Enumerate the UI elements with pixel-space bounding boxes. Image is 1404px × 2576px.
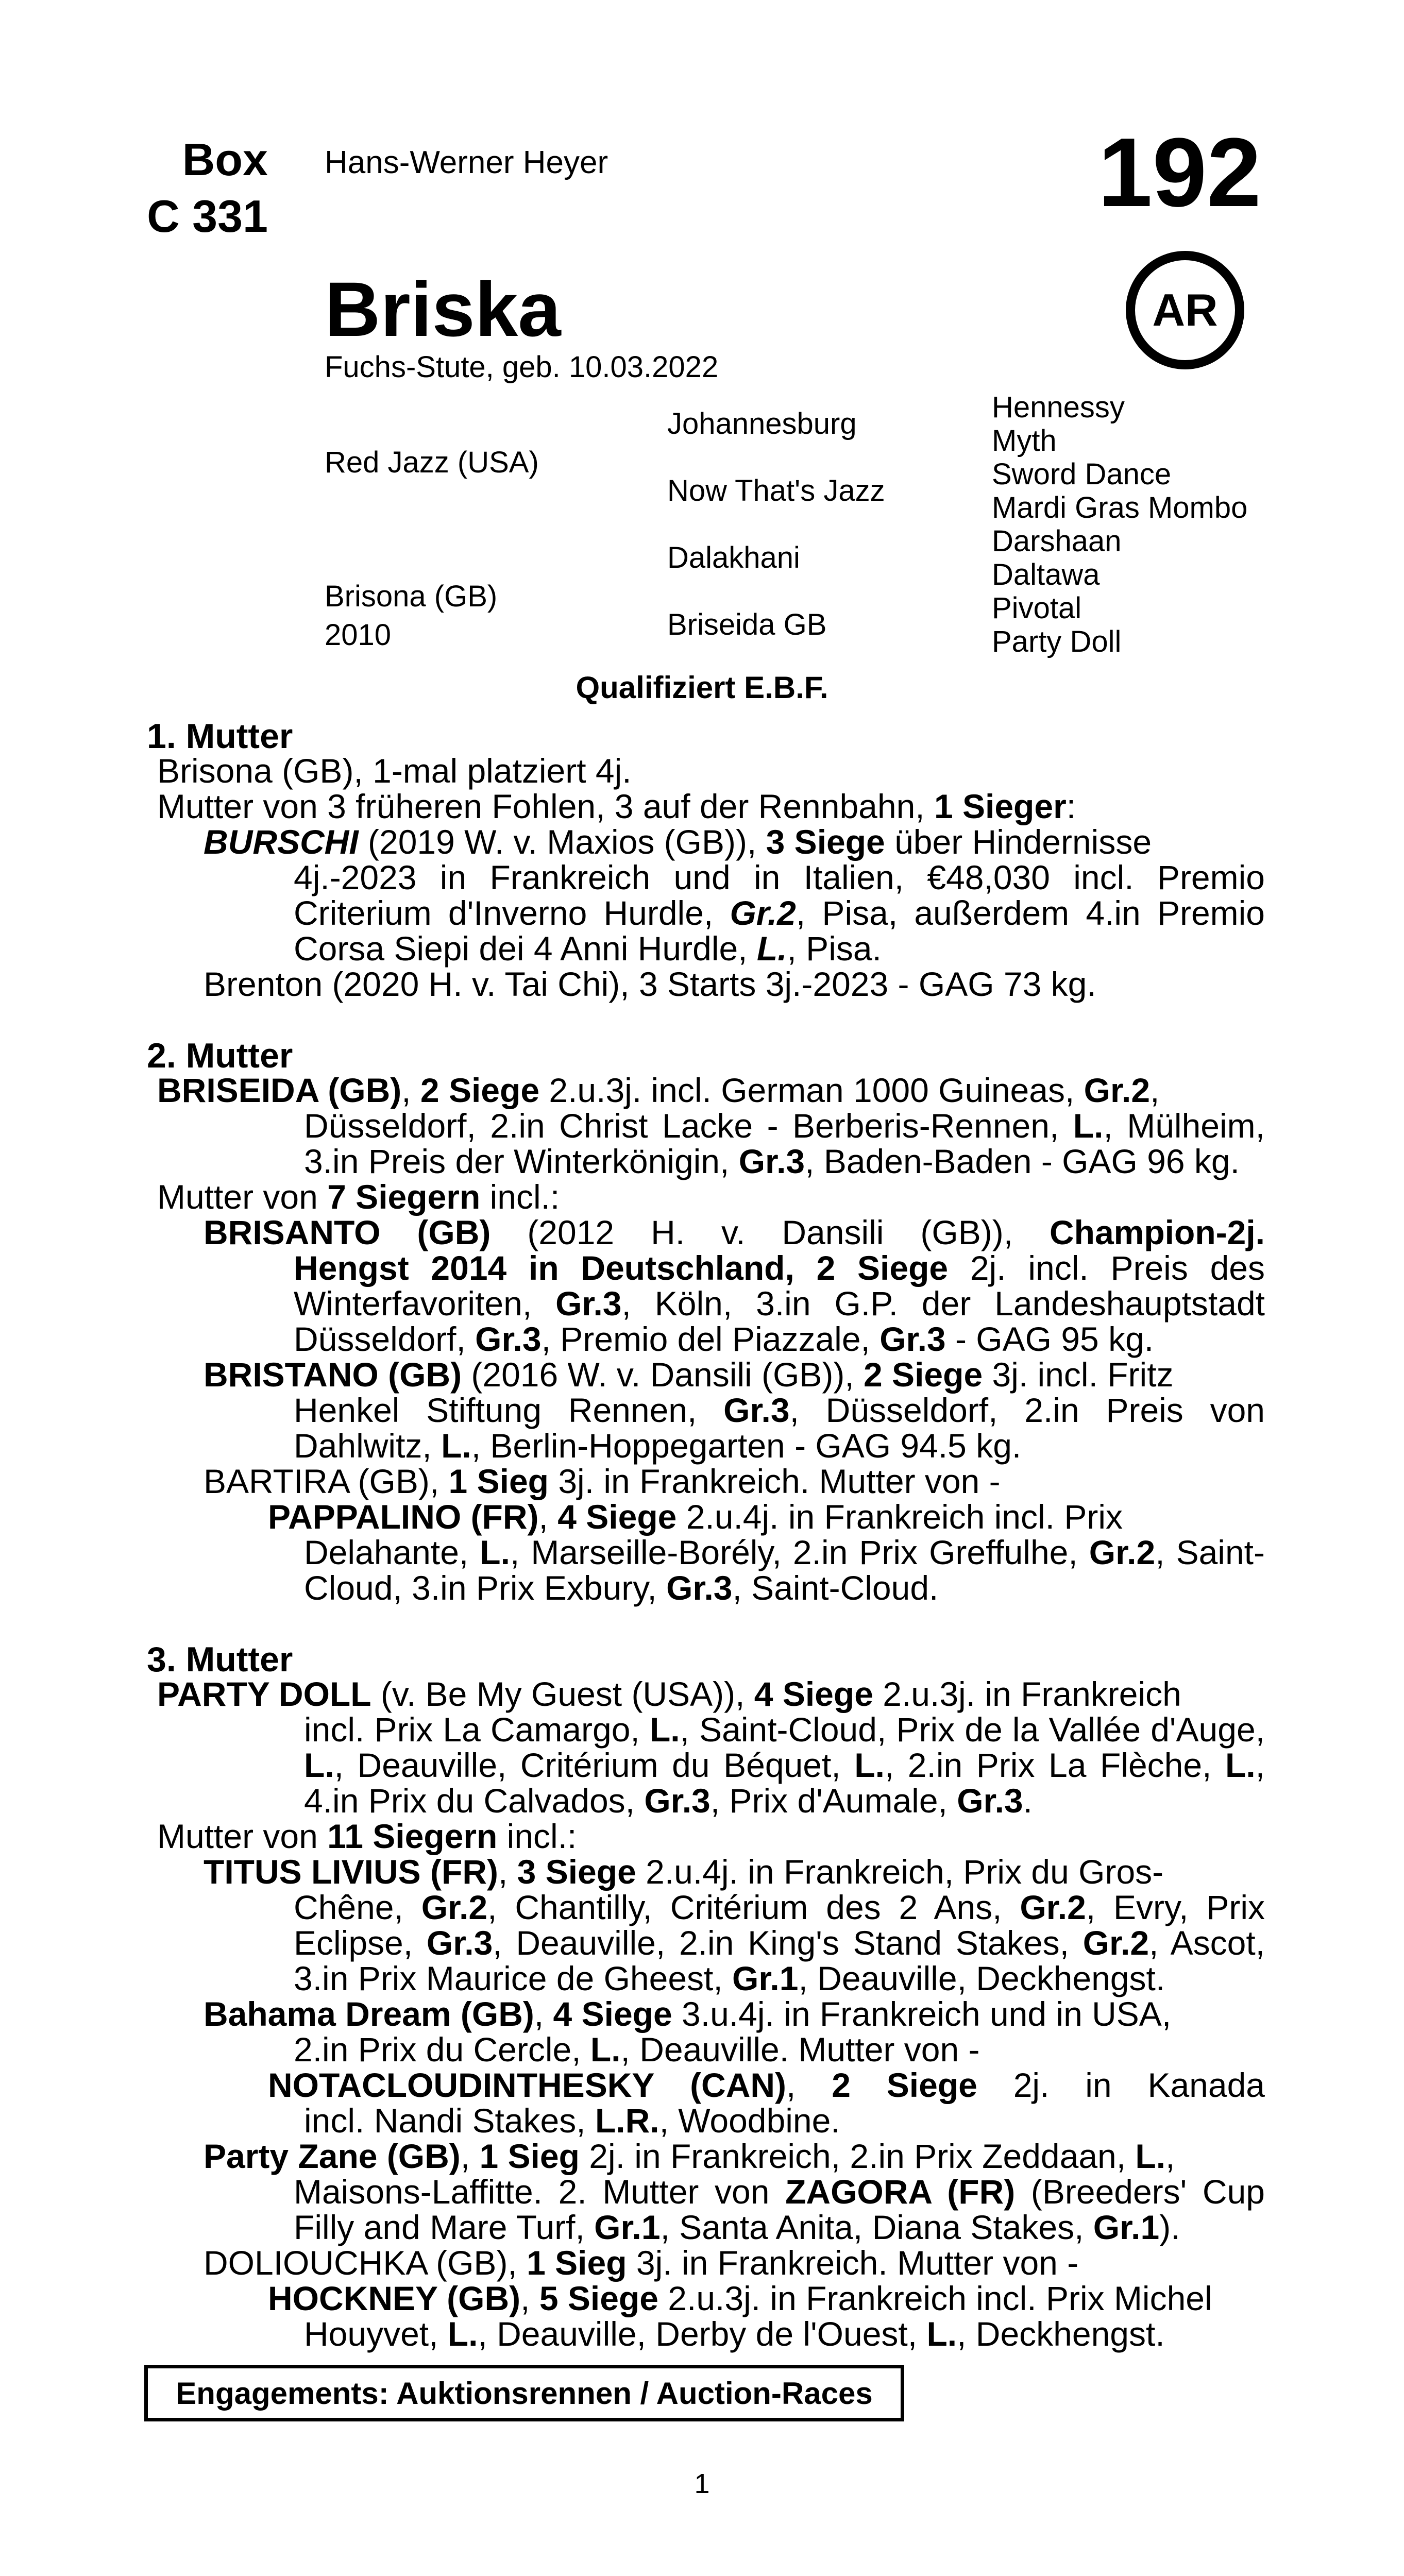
horse-description: Fuchs-Stute, geb. 10.03.2022 — [325, 350, 719, 384]
produce-entry-hockney: HOCKNEY (GB), 5 Siege 2.u.3j. in Frankreich incl. Prix Michel Houyvet, L., Deauville, Derby de l'Ouest, L., Deckhengst. — [268, 2279, 1212, 2353]
produce-entry-brenton: Brenton (2020 H. v. Tai Chi), 3 Starts 3j.-2023 - GAG 73 kg. — [204, 965, 1096, 1003]
grandparent: Now That's Jazz — [667, 474, 885, 507]
third-dam-produce-intro: Mutter von 11 Siegern incl.: — [157, 1817, 577, 1855]
great-grandparent: Myth — [992, 424, 1057, 457]
great-grandparent: Daltawa — [992, 558, 1100, 591]
dam: Brisona (GB) — [325, 580, 498, 613]
section-heading-first-dam: 1. Mutter — [147, 717, 293, 756]
breeder: Hans-Werner Heyer — [325, 145, 608, 180]
engagements-text: Engagements: Auktionsrennen / Auction-Races — [176, 2376, 873, 2411]
produce-entry-pappalino: PAPPALINO (FR), 4 Siege 2.u.4j. in Frankreich incl. Prix Delahante, L., Marseille-Borély, 2.in Prix Greffulhe, Gr.2, Saint-Cloud, 3.in Prix Exbury, Gr.3, Saint-Cloud. — [268, 1498, 1265, 1607]
section-heading-third-dam: 3. Mutter — [147, 1640, 293, 1679]
grandparent: Briseida GB — [667, 608, 827, 641]
produce-entry-brisanto: BRISANTO (GB) (2012 H. v. Dansili (GB)), Champion-2j. Hengst 2014 in Deutschland, 2 Siege 2j. incl. Preis des Winterfavoriten, Gr.3, Köln, 3.in G.P. der Landeshauptstadt Düsseldorf, Gr.3, Premio del Piazzale, Gr.3 - GAG 95 kg. — [204, 1213, 1265, 1358]
produce-entry-bartira: BARTIRA (GB), 1 Sieg 3j. in Frankreich. Mutter von - — [204, 1462, 1001, 1500]
ar-badge — [1126, 251, 1244, 369]
lot-number: 192 — [1097, 118, 1261, 227]
produce-entry-notacloudinthesky: NOTACLOUDINTHESKY (CAN), 2 Siege 2j. in Kanada incl. Nandi Stakes, L.R., Woodbine. — [268, 2066, 1265, 2140]
qualification: Qualifiziert E.B.F. — [576, 670, 828, 705]
great-grandparent: Pivotal — [992, 591, 1082, 625]
grandparent: Johannesburg — [667, 407, 857, 440]
great-grandparent: Sword Dance — [992, 457, 1172, 491]
second-dam-summary: BRISEIDA (GB), 2 Siege 2.u.3j. incl. German 1000 Guineas, Gr.2, Düsseldorf, 2.in Christ Lacke - Berberis-Rennen, L., Mülheim, 3.in Preis der Winterkönigin, Gr.3, Baden-Baden - GAG 96 kg. — [157, 1071, 1265, 1180]
ar-badge-label: AR — [1152, 284, 1218, 335]
produce-entry-bahama-dream: Bahama Dream (GB), 4 Siege 3.u.4j. in Frankreich und in USA, 2.in Prix du Cercle, L., Deauville. Mutter von - — [204, 1995, 1172, 2069]
produce-entry-burschi: BURSCHI (2019 W. v. Maxios (GB)), 3 Siege über Hindernisse 4j.-2023 in Frankreich und in Italien, €48,030 incl. Premio Criterium d'Inverno Hurdle, Gr.2, Pisa, außerdem 4.in Premio Corsa Siepi dei 4 Anni Hurdle, L., Pisa. — [204, 823, 1265, 968]
sire: Red Jazz (USA) — [325, 446, 539, 479]
box-label: Box — [182, 134, 268, 185]
section-heading-second-dam: 2. Mutter — [147, 1036, 293, 1075]
third-dam-summary: PARTY DOLL (v. Be My Guest (USA)), 4 Siege 2.u.3j. in Frankreich incl. Prix La Camargo, L., Saint-Cloud, Prix de la Vallée d'Auge, L., Deauville, Critérium du Béquet, L., 2.in Prix La Flèche, L., 4.in Prix du Calvados, Gr.3, Prix d'Aumale, Gr.3. — [157, 1675, 1265, 1820]
great-grandparent: Darshaan — [992, 524, 1122, 558]
grandparent: Dalakhani — [667, 541, 800, 574]
produce-entry-titus-livius: TITUS LIVIUS (FR), 3 Siege 2.u.4j. in Frankreich, Prix du Gros- Chêne, Gr.2, Chantilly, Critérium des 2 Ans, Gr.2, Evry, Prix Eclipse, Gr.3, Deauville, 2.in King's Stand Stakes, Gr.2, Ascot, 3.in Prix Maurice de Gheest, Gr.1, Deauville, Deckhengst. — [204, 1853, 1265, 1997]
great-grandparent: Party Doll — [992, 625, 1122, 658]
produce-entry-dolliouchka: DOLIOUCHKA (GB), 1 Sieg 3j. in Frankreich. Mutter von - — [204, 2244, 1079, 2282]
horse-name: Briska — [325, 266, 561, 352]
dam-year: 2010 — [325, 618, 392, 652]
produce-entry-bristano: BRISTANO (GB) (2016 W. v. Dansili (GB)), 2 Siege 3j. incl. Fritz Henkel Stiftung Rennen, Gr.3, Düsseldorf, 2.in Preis von Dahlwitz, L., Berlin-Hoppegarten - GAG 94.5 kg. — [204, 1355, 1265, 1465]
first-dam-summary: Brisona (GB), 1-mal platziert 4j. — [157, 752, 632, 790]
second-dam-produce-intro: Mutter von 7 Siegern incl.: — [157, 1178, 560, 1216]
box-number: C 331 — [147, 191, 268, 242]
page-number: 1 — [694, 2468, 710, 2499]
great-grandparent: Mardi Gras Mombo — [992, 491, 1248, 524]
produce-entry-party-zane: Party Zane (GB), 1 Sieg 2j. in Frankreich, 2.in Prix Zeddaan, L., Maisons-Laffitte. 2. Mutter von ZAGORA (FR) (Breeders' Cup Filly and Mare Turf, Gr.1, Santa Anita, Diana Stakes, Gr.1). — [204, 2137, 1265, 2246]
great-grandparent: Hennessy — [992, 391, 1125, 424]
engagements-box — [144, 2365, 904, 2421]
first-dam-produce-intro: Mutter von 3 früheren Fohlen, 3 auf der Rennbahn, 1 Sieger: — [157, 787, 1076, 825]
